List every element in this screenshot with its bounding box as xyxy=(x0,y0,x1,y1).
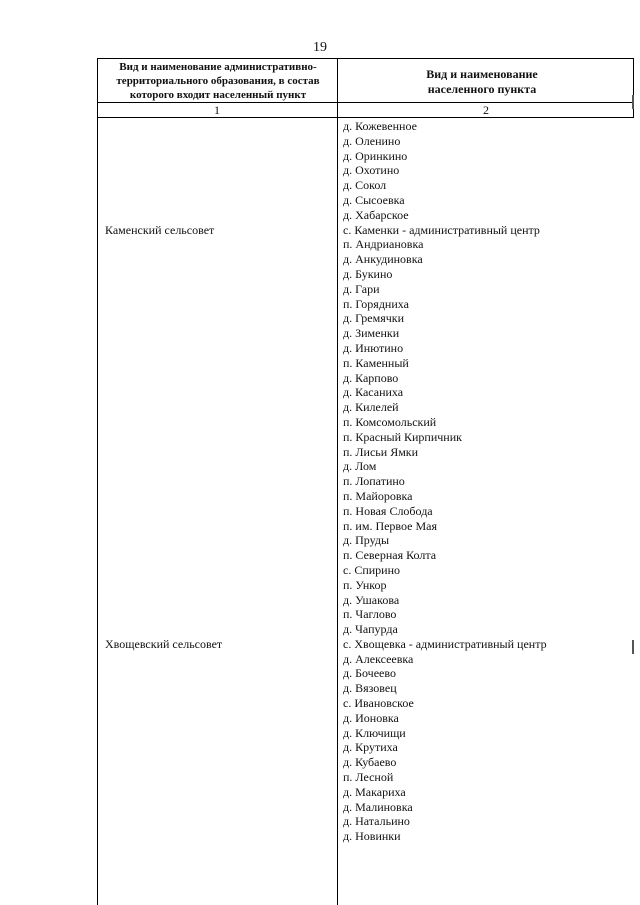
settlement-item: п. Ункор xyxy=(343,577,387,592)
settlement-item: д. Новинки xyxy=(343,829,401,844)
settlement-item: д. Оринкино xyxy=(343,148,408,163)
settlement-item: д. Кубаево xyxy=(343,755,397,770)
settlement-item: д. Оленино xyxy=(343,133,401,148)
settlements-table xyxy=(97,58,634,905)
table-top-border xyxy=(97,58,634,59)
settlement-item: д. Инютино xyxy=(343,340,404,355)
settlement-item: д. Вязовец xyxy=(343,681,397,696)
settlement-item: д. Сысоевка xyxy=(343,192,405,207)
settlement-item: д. Макариха xyxy=(343,784,406,799)
district-kamensky: Каменский сельсовет xyxy=(105,222,215,237)
settlement-item: д. Бочеево xyxy=(343,666,396,681)
settlement-item: д. Малиновка xyxy=(343,799,413,814)
page-number: 19 xyxy=(313,40,327,55)
header-admin-unit: Вид и наименование административно-территориального образования, в состав которого входит населенный пункт xyxy=(116,61,320,101)
settlement-item: д. Касаниха xyxy=(343,385,404,400)
settlement-item: п. Комсомольский xyxy=(343,414,437,429)
column-divider xyxy=(337,58,338,905)
column-number-2: 2 xyxy=(483,103,489,117)
settlement-item: д. Букино xyxy=(343,266,393,281)
settlement-item: с. Ивановское xyxy=(343,696,414,711)
settlement-item: п. Красный Кирпичник xyxy=(343,429,462,444)
settlement-item: д. Натальино xyxy=(343,814,410,829)
settlement-item: д. Килелей xyxy=(343,400,399,415)
settlement-item: д. Анкудиновка xyxy=(343,252,423,267)
settlement-item: п. Андриановка xyxy=(343,237,424,252)
settlement-item: с. Спирино xyxy=(343,562,401,577)
settlement-item: д. Сокол xyxy=(343,178,387,193)
column-number-bottom-border xyxy=(97,117,634,118)
settlement-item: п. Лесной xyxy=(343,770,394,785)
scan-mark xyxy=(632,95,634,109)
settlement-item: д. Ионовка xyxy=(343,710,399,725)
settlement-item: п. им. Первое Мая xyxy=(343,518,438,533)
settlement-item: п. Северная Колта xyxy=(343,548,437,563)
settlement-item: п. Лопатино xyxy=(343,474,405,489)
settlement-item: д. Чапурда xyxy=(343,622,398,637)
settlement-item: д. Ключищи xyxy=(343,725,406,740)
settlement-item: д. Гари xyxy=(343,281,380,296)
table-left-border xyxy=(97,58,98,905)
settlement-item: д. Охотино xyxy=(343,163,400,178)
settlement-item: д. Гремячки xyxy=(343,311,405,326)
settlements-list xyxy=(343,119,547,844)
settlement-item: п. Чаглово xyxy=(343,607,397,622)
settlement-item: д. Карпово xyxy=(343,370,399,385)
district-khvoshchevsky: Хвощевский сельсовет xyxy=(105,637,223,651)
settlement-item: с. Каменки - административный центр xyxy=(343,222,540,237)
settlement-item: д. Зименки xyxy=(343,326,400,341)
settlement-item: п. Новая Слобода xyxy=(343,503,433,518)
settlement-item: п. Каменный xyxy=(343,355,409,370)
settlement-item: д. Пруды xyxy=(343,533,390,548)
scan-mark xyxy=(632,640,634,654)
settlement-item: с. Хвощевка - административный центр xyxy=(343,636,547,651)
settlement-item: д. Алексеевка xyxy=(343,651,414,666)
settlement-item: д. Крутиха xyxy=(343,740,398,755)
settlement-item: д. Хабарское xyxy=(343,207,409,222)
settlement-item: д. Ушакова xyxy=(343,592,400,607)
settlement-item: д. Лом xyxy=(343,459,377,474)
settlement-item: п. Майоровка xyxy=(343,488,413,503)
settlement-item: п. Горядниха xyxy=(343,296,409,311)
column-number-1: 1 xyxy=(214,103,220,117)
settlement-item: п. Лисьи Ямки xyxy=(343,444,419,459)
header-settlement: Вид и наименование населенного пункта xyxy=(426,67,538,96)
settlement-item: д. Кожевенное xyxy=(343,119,417,133)
